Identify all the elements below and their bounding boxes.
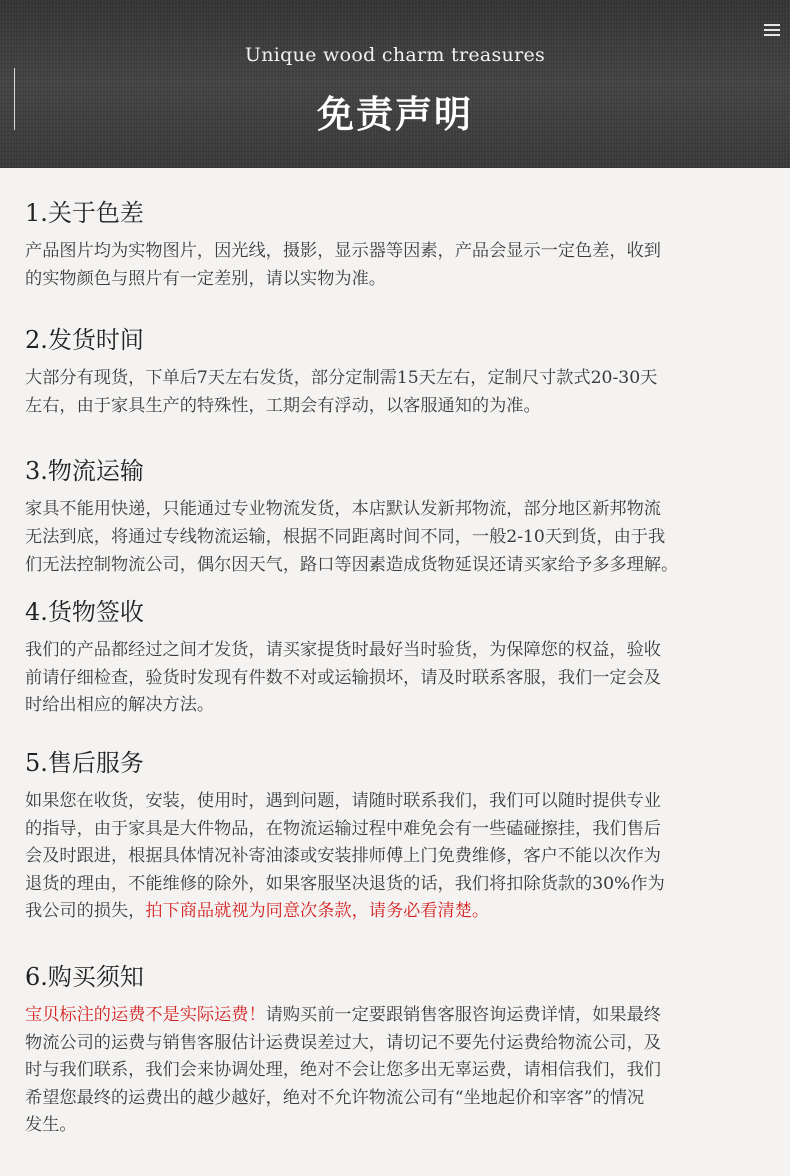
menu-icon[interactable]	[764, 24, 780, 38]
disclaimer-content	[0, 198, 790, 1140]
section-heading: 5.售后服务	[25, 748, 144, 777]
body-line: 家具不能用快递，只能通过专业物流发货，本店默认发新邦物流，部分地区新邦物流	[25, 499, 661, 520]
section-body	[25, 365, 765, 420]
body-line: 的指导，由于家具是大件物品，在物流运输过程中难免会有一些磕碰擦挂，我们售后	[25, 818, 661, 839]
body-line: 会及时跟进，根据具体情况补寄油漆或安装排师傅上门免费维修，客户不能以次作为	[25, 846, 661, 867]
section-body	[25, 1002, 765, 1140]
body-line: 时与我们联系，我们会来协调处理，绝对不会让您多出无辜运费，请相信我们，我们	[25, 1060, 661, 1081]
body-line: 的实物颜色与照片有一定差别，请以实物为准。	[25, 268, 386, 289]
section-heading: 3.物流运输	[25, 457, 144, 486]
body-line: 请购买前一定要跟销售客服咨询运费详情，如果最终	[265, 1004, 661, 1025]
section-receipt	[25, 597, 765, 720]
section-logistics	[25, 456, 765, 579]
body-line: 物流公司的运费与销售客服估计运费误差过大，请切记不要先付运费给物流公司，及	[25, 1032, 661, 1053]
section-heading: 6.购买须知	[25, 962, 144, 991]
body-line: 无法到底，将通过专线物流运输，根据不同距离时间不同，一般2-10天到货，由于我	[25, 526, 666, 547]
section-body	[25, 238, 765, 293]
body-line: 我们的产品都经过之间才发货，请买家提货时最好当时验货，为保障您的权益，验收	[25, 640, 661, 661]
warning-text: 拍下商品就视为同意次条款，请务必看清楚。	[145, 901, 490, 922]
section-color-difference	[25, 198, 765, 293]
body-line: 我公司的损失，	[25, 901, 146, 922]
section-after-sales	[25, 748, 765, 926]
section-body	[25, 637, 765, 720]
banner-subtitle: Unique wood charm treasures	[244, 44, 546, 66]
body-line: 产品图片均为实物图片，因光线，摄影，显示器等因素，产品会显示一定色差，收到	[25, 241, 661, 261]
section-shipping-time	[25, 325, 765, 420]
body-line: 退货的理由，不能维修的除外，如果客服坚决退货的话，我们将扣除货款的30%作为	[25, 873, 665, 894]
section-body	[25, 496, 765, 579]
body-line: 们无法控制物流公司，偶尔因天气，路口等因素造成货物延误还请买家给予多多理解。	[25, 554, 679, 575]
section-heading: 2.发货时间	[25, 326, 144, 355]
body-line: 发生。	[25, 1115, 77, 1136]
warning-text: 宝贝标注的运费不是实际运费！	[25, 1004, 266, 1025]
page-title: 免责声明	[317, 92, 473, 136]
body-line: 前请仔细检查，验货时发现有件数不对或运输损坏，请及时联系客服，我们一定会及	[25, 667, 661, 688]
body-line: 如果您在收货，安装，使用时，遇到问题，请随时联系我们，我们可以随时提供专业	[25, 790, 661, 811]
body-line: 希望您最终的运费出的越少越好，绝对不允许物流公司有“坐地起价和宰客”的情况	[25, 1087, 645, 1108]
section-body	[25, 788, 765, 926]
body-line: 时给出相应的解决方法。	[25, 695, 215, 716]
section-heading: 1.关于色差	[25, 199, 144, 227]
body-line: 左右，由于家具生产的特殊性，工期会有浮动，以客服通知的为准。	[25, 395, 541, 416]
body-line: 大部分有现货，下单后7天左右发货，部分定制需15天左右，定制尺寸款式20-30天	[25, 368, 658, 389]
header-banner	[0, 0, 790, 168]
section-heading: 4.货物签收	[25, 598, 144, 627]
section-purchase-notice	[25, 962, 765, 1140]
